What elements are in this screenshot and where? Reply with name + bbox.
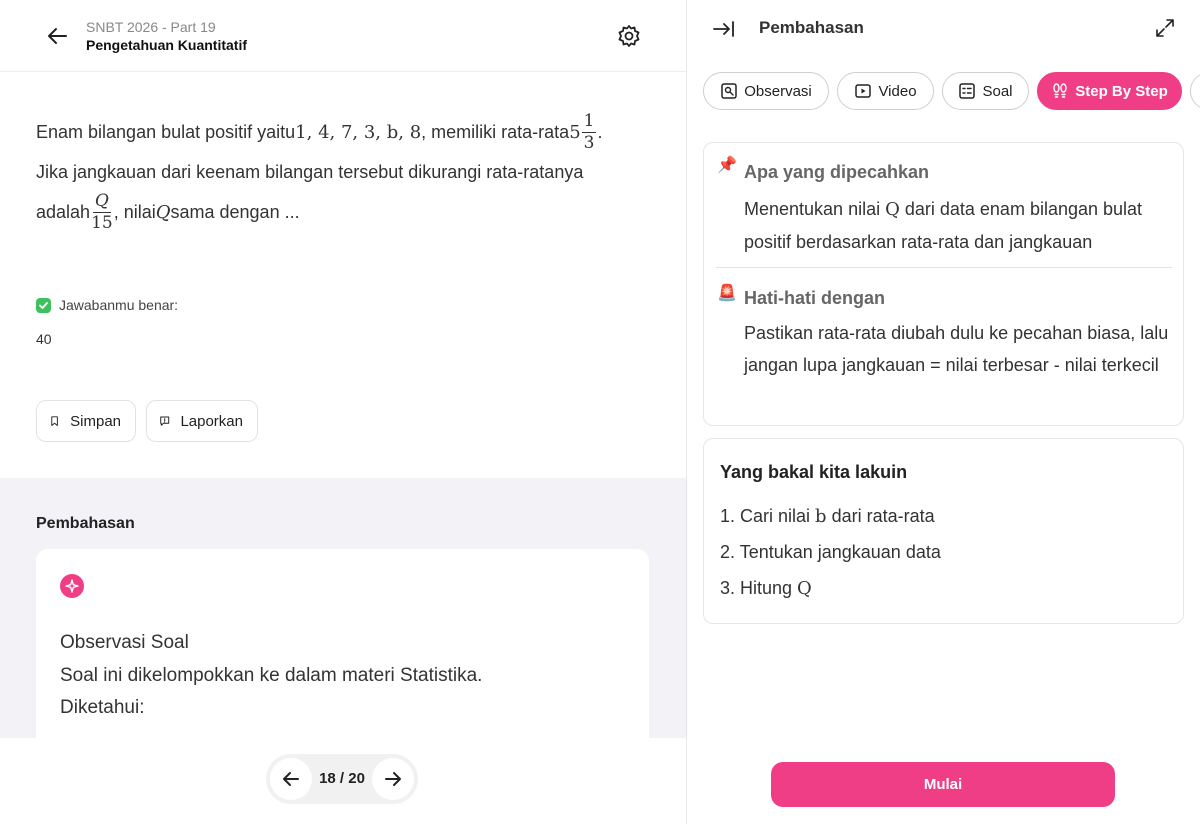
- arrow-right-icon: [382, 768, 404, 790]
- panel-title: Pembahasan: [759, 18, 864, 37]
- question-line-1: Enam bilangan bulat positif yaitu 1, 4, 7, 3, b, 8 , memiliki rata-rata 5 $\frac{1}{3}$ .: [36, 110, 603, 153]
- siren-icon: 🚨: [717, 285, 737, 302]
- info-title: Hati-hati dengan: [744, 288, 886, 308]
- page-indicator: 18 / 20: [319, 770, 365, 787]
- step-item: 3. Hitung Q: [720, 578, 812, 599]
- play-icon: [854, 82, 872, 100]
- report-button[interactable]: Laporkan: [146, 400, 258, 442]
- explanation-section: [0, 478, 686, 738]
- tab-soal[interactable]: Soal: [942, 72, 1029, 110]
- info-body: Menentukan nilai Q dari data enam bilangan bulat positif berdasarkan rata-rata dan jangkauan: [744, 199, 1143, 252]
- arrow-left-icon: [44, 22, 72, 50]
- answer-value: 40: [36, 331, 52, 347]
- explanation-card: [36, 549, 649, 738]
- answer-status: [36, 297, 178, 313]
- check-icon: [36, 298, 51, 313]
- steps-card: [703, 438, 1184, 624]
- question-line-2: Jika jangkauan dari keenam bilangan tersebut dikurangi rata-ratanya: [36, 161, 584, 182]
- steps-title: Yang bakal kita lakuin: [720, 462, 908, 482]
- question-line-3: adalah $\frac{Q}{15}$ , nilai Q sama dengan ...: [36, 190, 300, 233]
- number-list: 1, 4, 7, 3, b, 8: [295, 121, 422, 143]
- save-button[interactable]: Simpan: [36, 400, 136, 442]
- explanation-heading: Pembahasan: [36, 515, 135, 532]
- step-item: 1. Cari nilai b dari rata-rata: [720, 506, 935, 527]
- problem-info-card: [703, 142, 1184, 426]
- collapse-panel-button[interactable]: [711, 16, 737, 42]
- arrow-right-to-line-icon: [711, 16, 737, 42]
- question-pager: [266, 754, 418, 804]
- question-list-icon: [958, 82, 976, 100]
- explanation-line: Diketahui:: [60, 697, 145, 718]
- pushpin-icon: 📌: [717, 157, 737, 174]
- tab-observasi[interactable]: Observasi: [703, 72, 829, 110]
- explanation-line: Soal ini dikelompokkan ke dalam materi Statistika.: [60, 665, 483, 686]
- next-question-button[interactable]: [372, 758, 414, 800]
- observation-icon: [720, 82, 738, 100]
- exam-subtitle: SNBT 2026 - Part 19: [86, 19, 216, 35]
- step-item: 2. Tentukan jangkauan data: [720, 542, 941, 562]
- exam-title: Pengetahuan Kuantitatif: [86, 37, 248, 53]
- tab-more[interactable]: [1190, 72, 1200, 110]
- previous-question-button[interactable]: [270, 758, 312, 800]
- question-header: [0, 0, 686, 72]
- expand-panel-button[interactable]: [1153, 16, 1177, 40]
- bookmark-icon: [49, 411, 60, 431]
- q-over-15-fraction: $\frac{Q}{15}$: [91, 190, 113, 233]
- pager-footer: [0, 738, 686, 824]
- arrow-left-icon: [280, 768, 302, 790]
- settings-button[interactable]: [615, 22, 643, 50]
- info-title: Apa yang dipecahkan: [744, 162, 930, 182]
- mixed-number-whole: 5: [569, 121, 581, 143]
- mixed-number-fraction: $\frac{1}{3}$: [583, 110, 595, 153]
- report-icon: [159, 411, 170, 431]
- info-body: Pastikan rata-rata diubah dulu ke pecahan biasa, lalu jangan lupa jangkauan = nilai terbesar - nilai terkecil: [744, 323, 1169, 375]
- footsteps-icon: [1051, 82, 1069, 100]
- explanation-line: Observasi Soal: [60, 632, 189, 653]
- expand-icon: [1153, 16, 1177, 40]
- back-button[interactable]: [44, 22, 72, 50]
- tab-step-by-step[interactable]: Step By Step: [1037, 72, 1182, 110]
- gear-icon: [615, 22, 643, 50]
- answer-label: Jawabanmu benar:: [59, 297, 179, 313]
- sparkle-icon: [60, 574, 84, 598]
- question-text: [36, 112, 646, 232]
- tab-video[interactable]: Video: [837, 72, 934, 110]
- divider: [716, 267, 1172, 268]
- explanation-panel: [686, 0, 1200, 824]
- start-button[interactable]: Mulai: [771, 762, 1115, 807]
